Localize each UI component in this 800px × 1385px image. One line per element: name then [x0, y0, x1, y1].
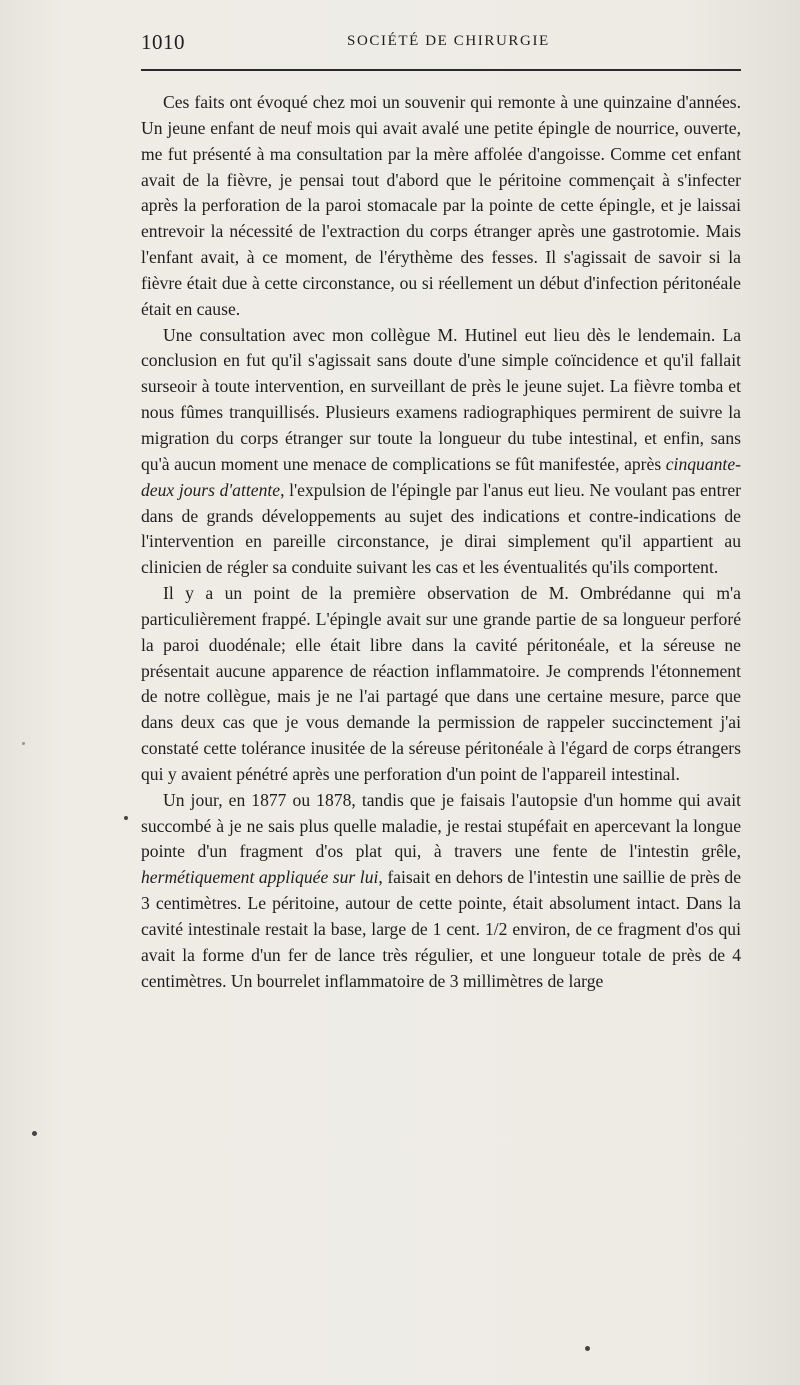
- header-rule: [141, 69, 741, 71]
- paragraph-1: Ces faits ont évoqué chez moi un souvenir qui remonte à une quinzaine d'années. Un jeune enfant de neuf mois qui avait avalé une petite épingle de nourrice, ouverte, me fut présenté à ma consultation par la mère affolée d'angoisse. Comme cet enfant avait de la fièvre, je pensai tout d'abord que le péritoine commençait à s'infecter après la perforation de la paroi stomacale par la pointe de cette épingle, et je laissai entrevoir la nécessité de l'extraction du corps étranger après une gastrotomie. Mais l'enfant avait, à ce moment, de l'érythème des fesses. Il s'agissait de savoir si la fièvre était due à cette circonstance, ou si réellement un début d'infection péritonéale était en cause.: [141, 92, 741, 319]
- print-speck: [22, 742, 25, 745]
- page-number: 1010: [141, 30, 185, 54]
- paragraph-4: Un jour, en 1877 ou 1878, tandis que je faisais l'autopsie d'un homme qui avait succombé à je ne sais plus quelle maladie, je restai stupéfait en apercevant la longue pointe d'un fragment d'os plat qui, à travers une fente de l'intestin grêle, hermétiquement appliquée sur lui, faisait en dehors de l'intestin une saillie de près de 3 centimètres. Le péritoine, autour de cette pointe, était absolument intact. Dans la cavité intestinale restait la base, large de 1 cent. 1/2 environ, de ce fragment d'os qui avait la forme d'un fer de lance très régulier, et une longueur totale de près de 4 centimètres. Un bourrelet inflammatoire de 3 millimètres de large: [141, 789, 742, 991]
- page-header: [141, 30, 741, 56]
- print-speck: [585, 1346, 590, 1351]
- print-speck: [124, 816, 128, 820]
- italic-phrase: hermétiquement appliquée sur lui: [141, 867, 379, 888]
- running-title: SOCIÉTÉ DE CHIRURGIE: [347, 33, 550, 49]
- italic-phrase: cinquante-deux jours d'attente: [141, 453, 741, 500]
- paragraph-3: Il y a un point de la première observation de M. Ombrédanne qui m'a particulièrement frappé. L'épingle avait sur une grande partie de sa longueur perforé la paroi duodénale; elle était libre dans la cavité péritonéale, et la séreuse ne présentait aucune apparence de réaction inflammatoire. Je comprends l'étonnement de notre collègue, mais je ne l'ai partagé que dans une certaine mesure, parce que dans deux cas que je vous demande la permission de rappeler succinctement j'ai constaté cette tolérance inusitée de la séreuse péritonéale à l'égard de corps étrangers qui y avaient pénétré après une perforation d'un point de l'appareil intestinal.: [141, 583, 741, 784]
- body-text: [141, 90, 741, 995]
- paragraph-2: Une consultation avec mon collègue M. Hutinel eut lieu dès le lendemain. La conclusion en fut qu'il s'agissait sans doute d'une simple coïncidence et qu'il fallait surseoir à toute intervention, en surveillant de près le jeune sujet. La fièvre tomba et nous fûmes tranquillisés. Plusieurs examens radiographiques permirent de suivre la migration du corps étranger sur toute la longueur du tube intestinal, et enfin, sans qu'à aucun moment une menace de complications se fût manifestée, après cinquante-deux jours d'attente, l'expulsion de l'épingle par l'anus eut lieu. Ne voulant pas entrer dans de grands développements au sujet des indications et contre-indications de l'intervention en pareille circonstance, je dirai simplement qu'il appartient au clinicien de régler sa conduite suivant les cas et les éventualités qu'ils comportent.: [141, 324, 741, 578]
- print-speck: [32, 1131, 37, 1136]
